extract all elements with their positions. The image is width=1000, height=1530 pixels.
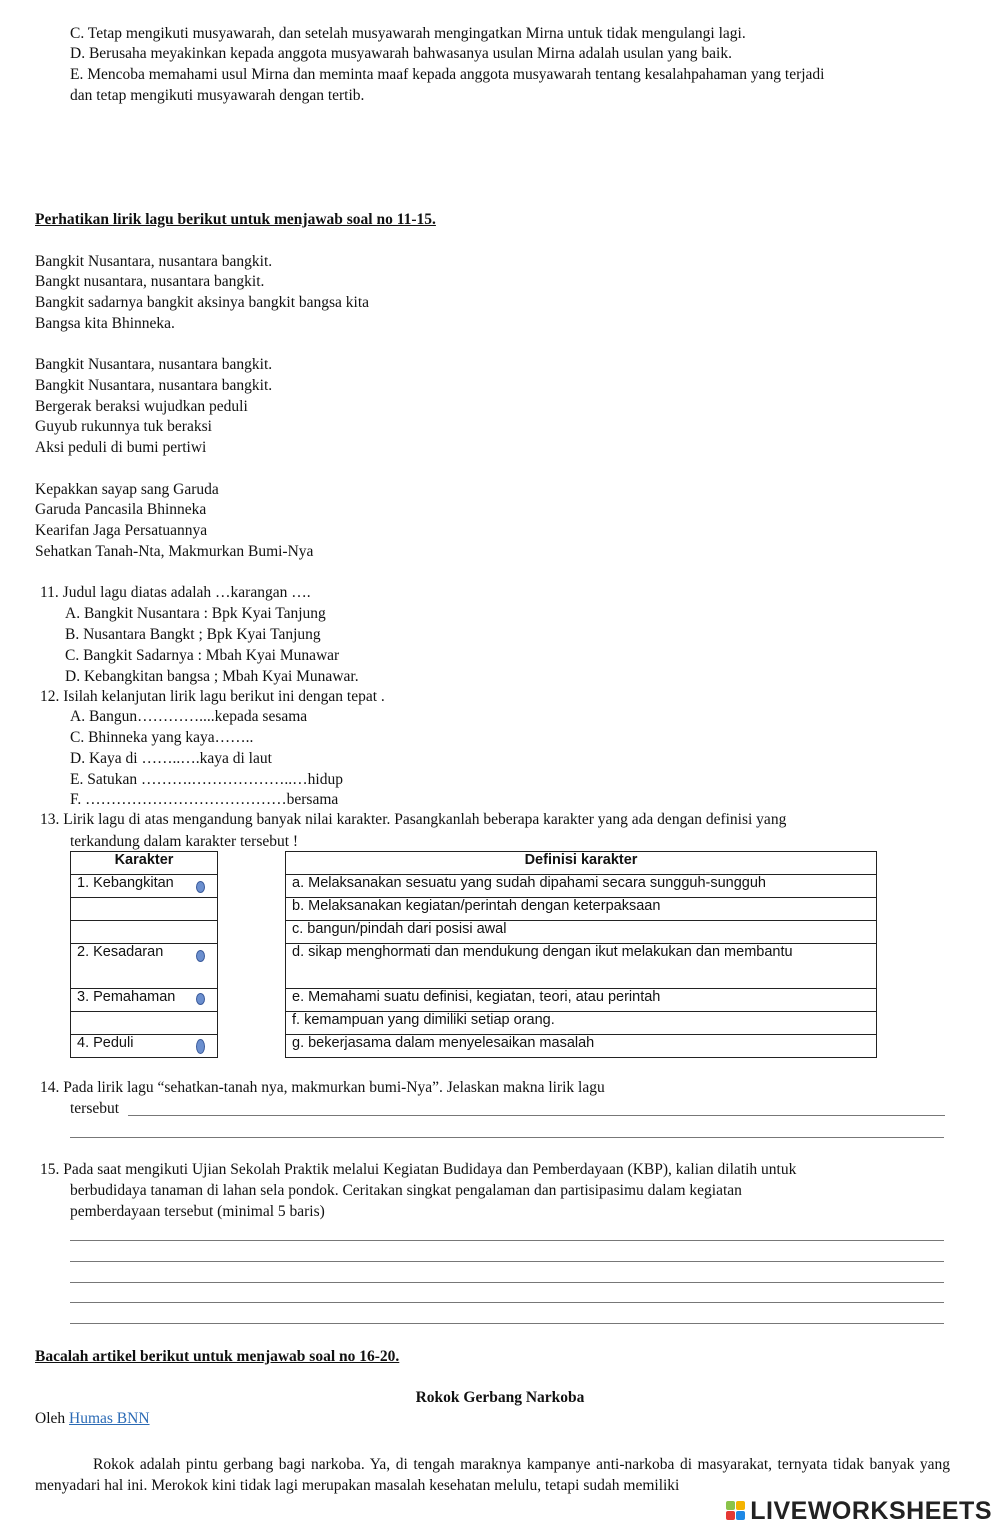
match-dot-4[interactable] <box>196 1039 205 1054</box>
liveworksheets-text: LIVEWORKSHEETS <box>750 1497 992 1525</box>
option-e-prev: E. Mencoba memahami usul Mirna dan meminta maaf kepada anggota musyawarah tentang kesalahpahaman yang terjadi <box>70 66 825 83</box>
definisi-cell[interactable]: c. bangun/pindah dari posisi awal <box>286 921 877 944</box>
article-heading: Bacalah artikel berikut untuk menjawab soal no 16-20. <box>35 1348 400 1365</box>
karakter-cell-empty <box>71 1012 218 1035</box>
lyric-line: Bangkt nusantara, nusantara bangkit. <box>35 273 265 290</box>
lyric-line: Kepakkan sayap sang Garuda <box>35 481 219 498</box>
q12-item-d[interactable]: D. Kaya di ……..….kaya di laut <box>70 750 272 767</box>
q12-item-c[interactable]: C. Bhinneka yang kaya…….. <box>70 729 254 746</box>
definisi-cell[interactable]: e. Memahami suatu definisi, kegiatan, teori, atau perintah <box>286 989 877 1012</box>
answer-line-q15[interactable] <box>70 1302 944 1303</box>
q12-item-e[interactable]: E. Satukan ……….………………..…hidup <box>70 771 343 788</box>
lyric-line: Bangkit Nusantara, nusantara bangkit. <box>35 356 273 373</box>
karakter-cell <box>71 875 218 898</box>
article-paragraph: Rokok adalah pintu gerbang bagi narkoba. Ya, di tengah maraknya kampanye anti-narkoba di masyarakat, ternyata tidak banyak yang menyadari hal ini. Merokok kini tidak lagi merupakan masalah kesehatan melulu, tetapi sudah memiliki <box>35 1456 950 1494</box>
definisi-cell[interactable]: a. Melaksanakan sesuatu yang sudah dipahami secara sungguh-sungguh <box>286 875 877 898</box>
definisi-cell[interactable]: g. bekerjasama dalam menyelesaikan masalah <box>286 1035 877 1058</box>
karakter-cell <box>71 989 218 1012</box>
answer-line-q15[interactable] <box>70 1282 944 1283</box>
answer-line-q15[interactable] <box>70 1323 944 1324</box>
lyric-line: Bangkit Nusantara, nusantara bangkit. <box>35 253 273 270</box>
karakter-header: Karakter <box>71 852 218 875</box>
karakter-table <box>70 851 218 1058</box>
lyric-line: Bangkit Nusantara, nusantara bangkit. <box>35 377 273 394</box>
lyric-line: Guyub rukunnya tuk beraksi <box>35 418 212 435</box>
lyric-line: Kearifan Jaga Persatuannya <box>35 522 208 539</box>
match-dot-2[interactable] <box>196 950 205 962</box>
lyric-line: Bangkit sadarnya bangkit aksinya bangkit bangsa kita <box>35 294 370 311</box>
definisi-header: Definisi karakter <box>286 852 877 875</box>
answer-line-q15[interactable] <box>70 1240 944 1241</box>
q13-question: 13. Lirik lagu di atas mengandung banyak nilai karakter. Pasangkanlah beberapa karakter yang ada dengan definisi yang <box>40 811 787 828</box>
karakter-label: 1. Kebangkitan <box>77 875 174 891</box>
karakter-label: 2. Kesadaran <box>77 944 164 960</box>
match-dot-3[interactable] <box>196 993 205 1005</box>
q11-option-c[interactable]: C. Bangkit Sadarnya : Mbah Kyai Munawar <box>65 647 340 664</box>
article-title: Rokok Gerbang Narkoba <box>415 1389 585 1406</box>
q12-question: 12. Isilah kelanjutan lirik lagu berikut ini dengan tepat . <box>40 688 385 705</box>
lyric-line: Garuda Pancasila Bhinneka <box>35 501 207 518</box>
q12-item-a[interactable]: A. Bangun…………....kepada sesama <box>70 708 308 725</box>
q11-question: 11. Judul lagu diatas adalah …karangan …. <box>40 584 311 601</box>
definisi-cell[interactable]: b. Melaksanakan kegiatan/perintah dengan keterpaksaan <box>286 898 877 921</box>
karakter-label: 3. Pemahaman <box>77 989 176 1005</box>
option-d-prev: D. Berusaha meyakinkan kepada anggota musyawarah bahwasanya usulan Mirna adalah usulan yang baik. <box>70 45 732 62</box>
lyric-line: Bergerak beraksi wujudkan peduli <box>35 398 248 415</box>
answer-line-q15[interactable] <box>70 1261 944 1262</box>
q11-option-a[interactable]: A. Bangkit Nusantara : Bpk Kyai Tanjung <box>65 605 326 622</box>
q11-option-b[interactable]: B. Nusantara Bangkt ; Bpk Kyai Tanjung <box>65 626 321 643</box>
option-e-prev-cont: dan tetap mengikuti musyawarah dengan tertib. <box>70 87 365 104</box>
q11-option-d[interactable]: D. Kebangkitan bangsa ; Mbah Kyai Munawar. <box>65 668 359 685</box>
option-c-prev: C. Tetap mengikuti musyawarah, dan setelah musyawarah mengingatkan Mirna untuk tidak mengulangi lagi. <box>70 25 746 42</box>
answer-line-q14[interactable] <box>128 1115 945 1116</box>
liveworksheets-logo-icon <box>726 1501 746 1521</box>
q15-question-cont: pemberdayaan tersebut (minimal 5 baris) <box>70 1203 325 1220</box>
q14-question-cont: tersebut <box>70 1100 120 1117</box>
karakter-label: 4. Peduli <box>77 1035 134 1051</box>
karakter-cell-empty <box>71 921 218 944</box>
definisi-cell[interactable]: d. sikap menghormati dan mendukung dengan ikut melakukan dan membantu <box>286 944 877 989</box>
q15-question-cont: berbudidaya tanaman di lahan sela pondok. Ceritakan singkat pengalaman dan partisipasimu dalam kegiatan <box>70 1182 742 1199</box>
answer-line-q14[interactable] <box>70 1137 944 1138</box>
karakter-cell <box>71 944 218 989</box>
q12-item-f[interactable]: F. …………………………………bersama <box>70 791 339 808</box>
q14-question: 14. Pada lirik lagu “sehatkan-tanah nya, makmurkan bumi-Nya”. Jelaskan makna lirik lagu <box>40 1079 605 1096</box>
lyric-line: Sehatkan Tanah-Nta, Makmurkan Bumi-Nya <box>35 543 314 560</box>
karakter-cell <box>71 1035 218 1058</box>
lyric-line: Bangsa kita Bhinneka. <box>35 315 175 332</box>
definisi-cell[interactable]: f. kemampuan yang dimiliki setiap orang. <box>286 1012 877 1035</box>
q15-question: 15. Pada saat mengikuti Ujian Sekolah Praktik melalui Kegiatan Budidaya dan Pemberdayaan (KBP), kalian dilatih untuk <box>40 1161 797 1178</box>
lyric-line: Aksi peduli di bumi pertiwi <box>35 439 207 456</box>
definisi-table <box>285 851 877 1058</box>
author-link[interactable]: Humas BNN <box>69 1410 150 1427</box>
liveworksheets-logo <box>726 1497 992 1526</box>
karakter-cell-empty <box>71 898 218 921</box>
lyrics-heading: Perhatikan lirik lagu berikut untuk menjawab soal no 11-15. <box>35 211 436 228</box>
article-byline <box>35 1409 150 1429</box>
match-dot-1[interactable] <box>196 881 205 893</box>
q13-question-cont: terkandung dalam karakter tersebut ! <box>70 833 299 850</box>
byline-prefix: Oleh <box>35 1410 70 1427</box>
